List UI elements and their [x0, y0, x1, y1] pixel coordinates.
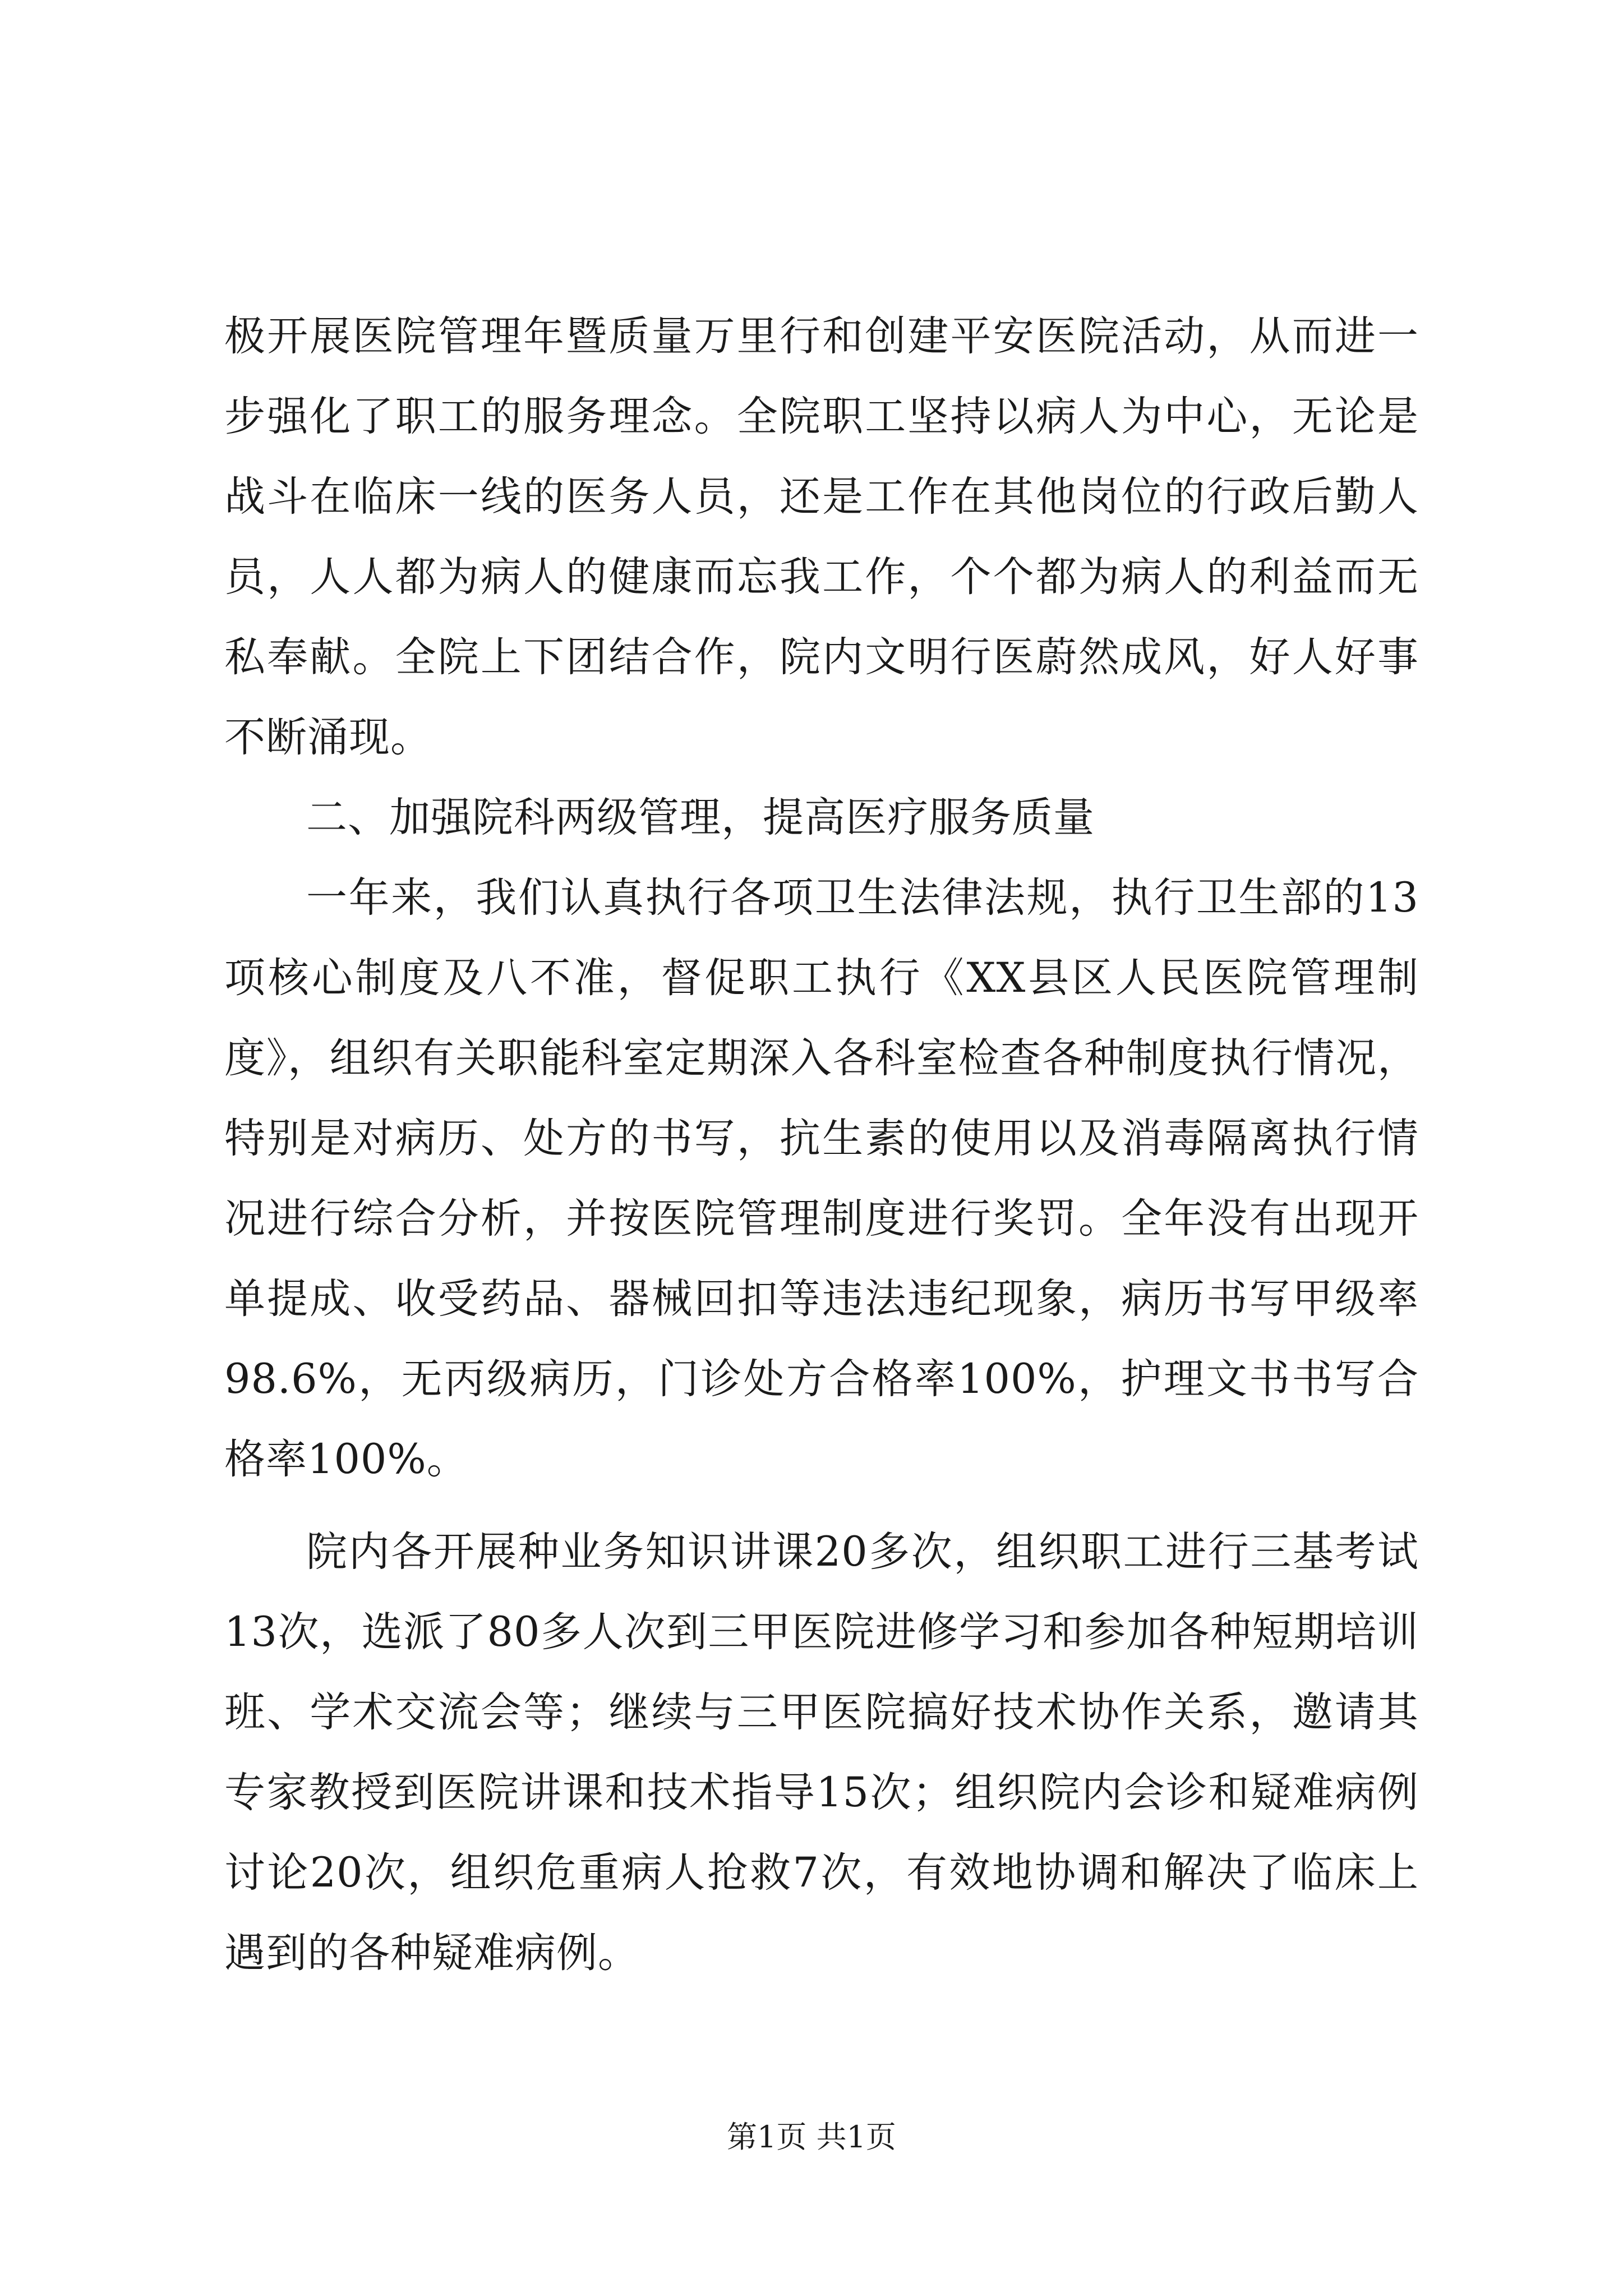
paragraph-management: 一年来，我们认真执行各项卫生法律法规，执行卫生部的13项核心制度及八不准，督促职工执行《XX县区人民医院管理制度》，组织有关职能科室定期深入各科室检查各种制度执行情况，特别是对病历、处方的书写，抗生素的使用以及消毒隔离执行情况进行综合分析，并按医院管理制度进行奖罚。全年没有出现开单提成、收受药品、器械回扣等违法违纪现象，病历书写甲级率98.6%，无丙级病历，门诊处方合格率100%，护理文书书写合格率100%。 [224, 874, 1419, 1483]
page-footer: 第1页 共1页 [727, 2119, 896, 2155]
document-body [224, 296, 1419, 1993]
section-heading: 二、加强院科两级管理，提高医疗服务质量 [306, 794, 1095, 841]
paragraph-training: 院内各开展种业务知识讲课20多次，组织职工进行三基考试13次，选派了80多人次到三甲医院进修学习和参加各种短期培训班、学术交流会等；继续与三甲医院搞好技术协作关系，邀请其专家教授到医院讲课和技术指导15次；组织院内会诊和疑难病例讨论20次，组织危重病人抢救7次，有效地协调和解决了临床上遇到的各种疑难病例。 [224, 1528, 1419, 1977]
paragraph-continuation: 极开展医院管理年暨质量万里行和创建平安医院活动，从而进一步强化了职工的服务理念。全院职工坚持以病人为中心，无论是战斗在临床一线的医务人员，还是工作在其他岗位的行政后勤人员，人人都为病人的健康而忘我工作，个个都为病人的利益而无私奉献。全院上下团结合作，院内文明行医蔚然成风，好人好事不断涌现。 [224, 312, 1419, 761]
